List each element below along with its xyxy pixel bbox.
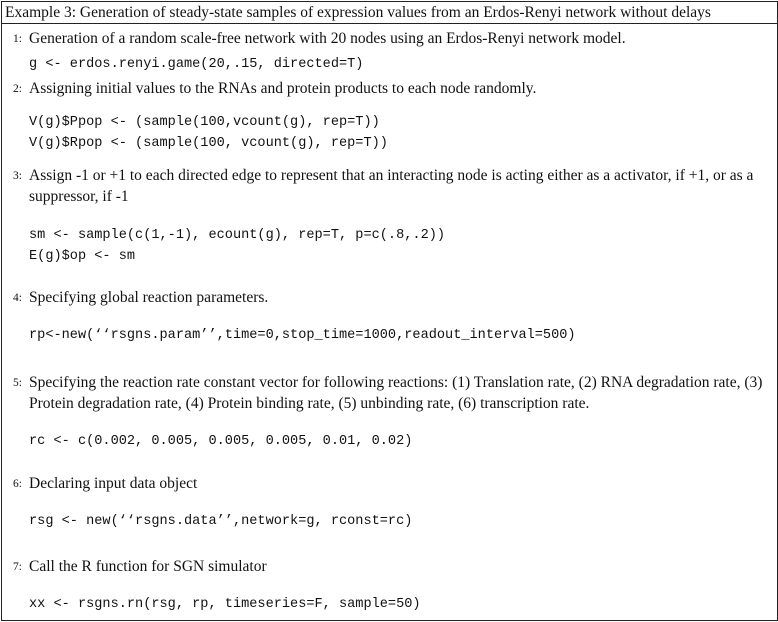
example-box [1,1,778,621]
step-number: 6: [13,478,22,490]
step-number: 2: [13,83,22,95]
code-line: xx <- rsgns.rn(rsg, rp, timeseries=F, sample=50) [29,597,421,612]
step-number: 7: [13,561,22,573]
step-description: Specifying the reaction rate constant vector for following reactions: (1) Translation rate, (2) RNA degradation rate, (3) Protein degradation rate, (4) Protein binding rate, (5) unbinding rate, (6) transcription rate. [29,374,763,412]
step-description: Call the R function for SGN simulator [29,558,267,575]
step-description: Generation of a random scale-free network with 20 nodes using an Erdos-Renyi network model. [29,30,626,47]
step-number: 4: [13,292,22,304]
example-title: Example 3: Generation of steady-state samples of expression values from an Erdos-Renyi network without delays [2,2,777,24]
step-number: 5: [13,377,22,389]
step-description: Declaring input data object [29,475,198,492]
step-description: Specifying global reaction parameters. [29,289,269,306]
code-line: V(g)$Rpop <- (sample(100, vcount(g), rep=T)) [29,136,388,151]
step-description: Assign -1 or +1 to each directed edge to represent that an interacting node is acting either as a activator, if +1, or as a suppressor, if -1 [29,167,754,205]
code-line: V(g)$Ppop <- (sample(100,vcount(g), rep=T)) [29,115,380,130]
code-line: sm <- sample(c(1,-1), ecount(g), rep=T, p=c(.8,.2)) [29,228,446,243]
code-line: rp<-new(‘‘rsgns.param’’,time=0,stop_time=1000,readout_interval=500) [29,328,576,343]
code-line: rsg <- new(‘‘rsgns.data’’,network=g, rconst=rc) [29,514,413,529]
code-line: g <- erdos.renyi.game(20,.15, directed=T) [29,57,364,72]
step-number: 1: [13,33,22,45]
code-line: rc <- c(0.002, 0.005, 0.005, 0.005, 0.01, 0.02) [29,434,413,449]
step-description: Assigning initial values to the RNAs and protein products to each node randomly. [29,80,537,97]
step-number: 3: [13,170,22,182]
code-line: E(g)$op <- sm [29,249,136,264]
